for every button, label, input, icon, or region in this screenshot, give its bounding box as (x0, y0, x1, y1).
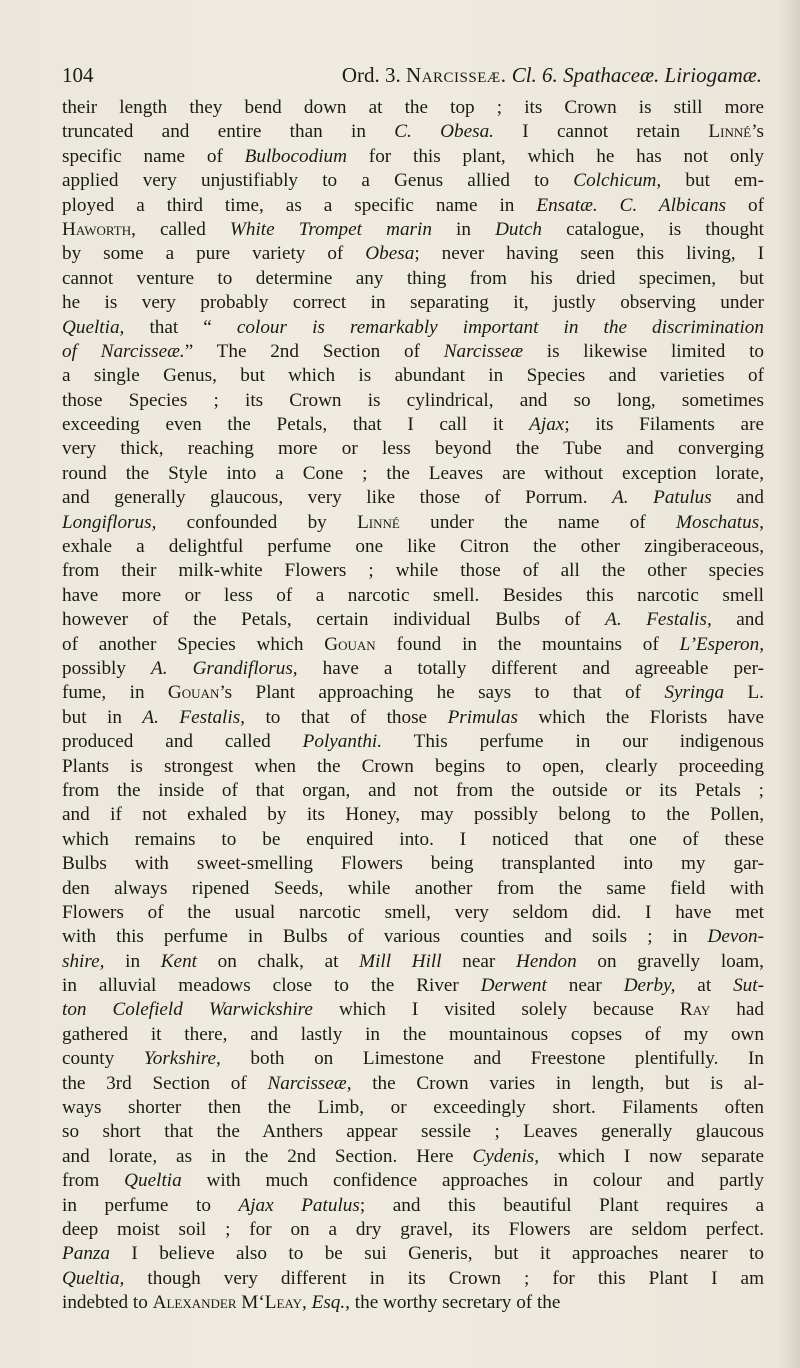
text-run: round the Style into a Cone ; the Leaves are without exception lorate, (62, 462, 764, 484)
text-run: , called (131, 218, 230, 240)
text-run: to that of those (244, 706, 448, 728)
text-line (62, 950, 764, 974)
text-line (62, 998, 764, 1022)
text-run: on chalk, at (197, 950, 360, 972)
text-line (62, 1169, 764, 1193)
text-line (62, 169, 764, 193)
italic-text: Ensatæ. (536, 194, 598, 216)
running-head-order: Ord. 3. (341, 63, 401, 87)
text-run: from the inside of that organ, and not from the outside or its Petals ; (62, 779, 764, 801)
italic-text: Bulbocodium (244, 145, 347, 167)
text-run: on gravelly loam, (576, 950, 764, 972)
text-run: have a totally different and agreeable per- (297, 657, 764, 679)
text-line (62, 852, 764, 876)
text-run: with this perfume in Bulbs of various counties and soils ; in (62, 926, 708, 948)
text-line (62, 194, 764, 218)
italic-text: Ajax (529, 414, 565, 436)
text-run: and lorate, as in the 2nd Section. Here (62, 1145, 473, 1167)
text-run: deep moist soil ; for on a dry gravel, its Flowers are seldom perfect. (62, 1218, 764, 1240)
text-run: with much confidence approaches in colour and partly (181, 1170, 764, 1192)
text-line (62, 730, 764, 754)
small-caps-name: Alexander M‘Leay (152, 1292, 302, 1314)
italic-text: White Trompet marin (229, 218, 432, 240)
text-line (62, 877, 764, 901)
italic-text: Esq., (311, 1292, 350, 1314)
text-run: indebted to (62, 1292, 153, 1314)
italic-text: Hendon (515, 950, 577, 972)
italic-text: Primulas (447, 706, 518, 728)
text-line (62, 462, 764, 486)
italic-text: Queltia, (62, 316, 125, 338)
text-line (62, 145, 764, 169)
text-line (62, 389, 764, 413)
italic-text: shire, (62, 950, 105, 972)
page-number: 104 (62, 63, 94, 87)
text-run: from their milk-white Flowers ; while those of all the other species (62, 560, 764, 582)
text-line (62, 1145, 764, 1169)
text-run: the worthy secretary of the (349, 1292, 561, 1314)
italic-text: Derby, (623, 975, 676, 997)
text-run: under the name of (399, 511, 677, 533)
text-run: and (711, 487, 764, 509)
text-run: fume, in (62, 682, 168, 704)
italic-text: Devon- (707, 926, 764, 948)
text-run (598, 195, 620, 216)
text-line (62, 1242, 764, 1266)
text-run: which I visited solely because (312, 999, 680, 1021)
running-head-subclass: Liriogamæ. (664, 63, 762, 87)
italic-text: Moschatus, (676, 511, 764, 533)
text-run: L. (724, 682, 764, 704)
text-line (62, 633, 764, 657)
text-run: those Species ; its Crown is cylindrical, and so long, sometimes (62, 389, 764, 411)
text-run: Flowers of the usual narcotic smell, very seldom did. I have met (62, 901, 764, 923)
text-line (62, 242, 764, 266)
text-run: ” The 2nd Section of (184, 340, 444, 362)
italic-text: Colchicum, (573, 170, 662, 192)
text-line (62, 511, 764, 535)
italic-text: Narcisseæ (443, 340, 523, 362)
text-run: ployed a third time, as a specific name in (62, 194, 537, 216)
text-run: at (675, 975, 734, 997)
text-line (62, 828, 764, 852)
text-run: , (302, 1292, 312, 1314)
text-run: so short that the Anthers appear sessile ; Leaves generally glaucous (62, 1121, 764, 1143)
text-run: which I now separate (539, 1145, 764, 1167)
text-line (62, 486, 764, 510)
text-run: exceeding even the Petals, that I call it (62, 414, 530, 436)
text-run: truncated and entire than in (62, 121, 395, 143)
text-run: that “ (124, 316, 237, 338)
text-run: Plants is strongest when the Crown begins to open, clearly proceeding (62, 755, 764, 777)
small-caps-name: Haworth (62, 218, 132, 240)
text-run: had (710, 999, 764, 1021)
text-run: catalogue, is thought (541, 218, 764, 240)
text-run: and generally glaucous, very like those of Porrum. (62, 487, 613, 509)
text-line (62, 1096, 764, 1120)
text-run: I believe also to be sui Generis, but it approaches nearer to (109, 1243, 764, 1265)
text-line (62, 657, 764, 681)
text-run: but em- (661, 170, 764, 192)
text-line (62, 608, 764, 632)
italic-text: Queltia (124, 1170, 182, 1192)
small-caps-name: Gouan (167, 682, 220, 704)
italic-text: Polyanthi. (302, 731, 383, 753)
italic-text: A. Festalis, (142, 706, 245, 728)
italic-text: Panza (62, 1243, 110, 1265)
text-run: in alluvial meadows close to the River (62, 975, 481, 997)
text-run: have more or less of a narcotic smell. Besides this narcotic smell (62, 584, 764, 606)
text-run: exhale a delightful perfume one like Citron the other zingiberaceous, (62, 536, 764, 558)
text-run: very thick, reaching more or less beyond the Tube and converging (62, 438, 764, 460)
text-run: county (62, 1048, 144, 1070)
text-run: of (726, 194, 764, 216)
text-line (62, 96, 764, 120)
text-line (62, 755, 764, 779)
text-run: of another Species which (62, 633, 325, 655)
italic-text: Queltia, (62, 1267, 125, 1289)
text-run: ; never having seen this living, I (414, 243, 764, 265)
text-run: in (431, 218, 496, 240)
text-line (62, 1218, 764, 1242)
text-line (62, 803, 764, 827)
text-line (62, 974, 764, 998)
text-run: in (104, 950, 161, 972)
text-line (62, 218, 764, 242)
text-run: is likewise limited to (523, 340, 764, 362)
text-line (62, 316, 764, 340)
text-line (62, 681, 764, 705)
text-run: This perfume in our indigenous (382, 731, 764, 753)
text-line (62, 901, 764, 925)
italic-text: A. Patulus (612, 487, 712, 509)
italic-text: L’Esperon, (679, 633, 764, 655)
text-run: ’s Plant approaching he says to that of (219, 682, 665, 704)
text-line (62, 1194, 764, 1218)
text-run: ’s (751, 121, 764, 143)
italic-text: A. Grandiflorus, (151, 657, 298, 679)
italic-text: Cydenis, (472, 1145, 540, 1167)
text-line (62, 1291, 764, 1315)
italic-text: Yorkshire, (143, 1048, 221, 1070)
italic-text: C. Albicans (619, 194, 727, 216)
text-run: he is very probably correct in separating it, justly observing under (62, 292, 764, 314)
italic-text: ton Colefield Warwickshire (62, 999, 313, 1021)
text-run: I cannot retain (493, 121, 709, 143)
small-caps-name: Linné (357, 511, 400, 533)
text-line (62, 925, 764, 949)
italic-text: Syringa (664, 682, 725, 704)
text-run: den always ripened Seeds, while another from the same field with (62, 877, 764, 899)
text-run: which the Florists have (517, 706, 764, 728)
text-run: possibly (62, 657, 152, 679)
text-line (62, 559, 764, 583)
text-run: from (62, 1170, 125, 1192)
running-head (342, 58, 762, 92)
text-run: applied very unjustifiably to a Genus allied to (62, 170, 574, 192)
text-line (62, 584, 764, 608)
text-run: ; its Filaments are (564, 414, 764, 436)
text-run: a single Genus, but which is abundant in Species and varieties of (62, 365, 764, 387)
italic-text: C. Obesa. (394, 121, 494, 143)
text-run: both on Limestone and Freestone plentifully. In (220, 1048, 764, 1070)
running-head-class: Cl. 6. (511, 63, 558, 87)
text-run: the 3rd Section of (62, 1072, 268, 1094)
small-caps-name: Gouan (324, 633, 376, 655)
italic-text: colour is remarkably important in the discrimination (236, 316, 764, 338)
text-line (62, 706, 764, 730)
text-run: the Crown varies in length, but is al- (351, 1072, 764, 1094)
text-line (62, 535, 764, 559)
text-line (62, 779, 764, 803)
text-run: ; and this beautiful Plant requires a (359, 1194, 764, 1216)
text-run: for this plant, which he has not only (346, 145, 764, 167)
text-run: confounded by (156, 511, 358, 533)
italic-text: Derwent (480, 975, 547, 997)
body-text (62, 96, 764, 1316)
text-line (62, 340, 764, 364)
text-run: gathered it there, and lastly in the mountainous copses of my own (62, 1023, 764, 1045)
italic-text: Ajax Patulus (238, 1194, 360, 1216)
italic-text: Mill Hill (359, 950, 442, 972)
italic-text: of Narcisseæ. (62, 340, 185, 362)
page-edge-shadow (778, 0, 800, 1368)
italic-text: A. Festalis, (605, 609, 712, 631)
text-line (62, 1267, 764, 1291)
italic-text: Dutch (495, 218, 542, 240)
text-line (62, 1120, 764, 1144)
text-line (62, 437, 764, 461)
text-run: near (546, 975, 624, 997)
text-run: though very different in its Crown ; for this Plant I am (124, 1267, 764, 1289)
text-line (62, 267, 764, 291)
italic-text: Obesa (365, 243, 415, 265)
text-run: cannot venture to determine any thing from his dried specimen, but (62, 267, 764, 289)
text-run: and (711, 609, 764, 631)
small-caps-name: Ray (679, 999, 711, 1021)
text-run: in perfume to (62, 1194, 239, 1216)
text-run: but in (62, 706, 143, 728)
italic-text: Narcisseæ, (267, 1072, 352, 1094)
italic-text: Longiflorus, (62, 511, 157, 533)
text-run: however of the Petals, certain individual Bulbs of (62, 609, 606, 631)
text-run: their length they bend down at the top ; its Crown is still more (62, 97, 764, 118)
text-line (62, 364, 764, 388)
italic-text: Sut- (733, 975, 764, 997)
text-line (62, 120, 764, 144)
small-caps-name: Linné (708, 121, 752, 143)
running-head-family: Narcisseæ. (406, 63, 507, 87)
text-line (62, 1047, 764, 1071)
text-run: Bulbs with sweet-smelling Flowers being transplanted into my gar- (62, 853, 764, 875)
text-line (62, 291, 764, 315)
text-run: ways shorter then the Limb, or exceedingly short. Filaments often (62, 1097, 764, 1119)
text-run: by some a pure variety of (62, 243, 366, 265)
text-line (62, 1023, 764, 1047)
text-run: produced and called (62, 731, 303, 753)
running-head-class-name: Spathaceæ. (563, 63, 660, 87)
text-run: specific name of (62, 145, 245, 167)
text-run: found in the mountains of (375, 633, 680, 655)
italic-text: Kent (160, 950, 197, 972)
text-run: which remains to be enquired into. I noticed that one of these (62, 828, 764, 850)
text-run: near (441, 950, 516, 972)
running-header (62, 58, 762, 92)
text-run: and if not exhaled by its Honey, may possibly belong to the Pollen, (62, 804, 764, 826)
text-line (62, 413, 764, 437)
text-line (62, 1072, 764, 1096)
